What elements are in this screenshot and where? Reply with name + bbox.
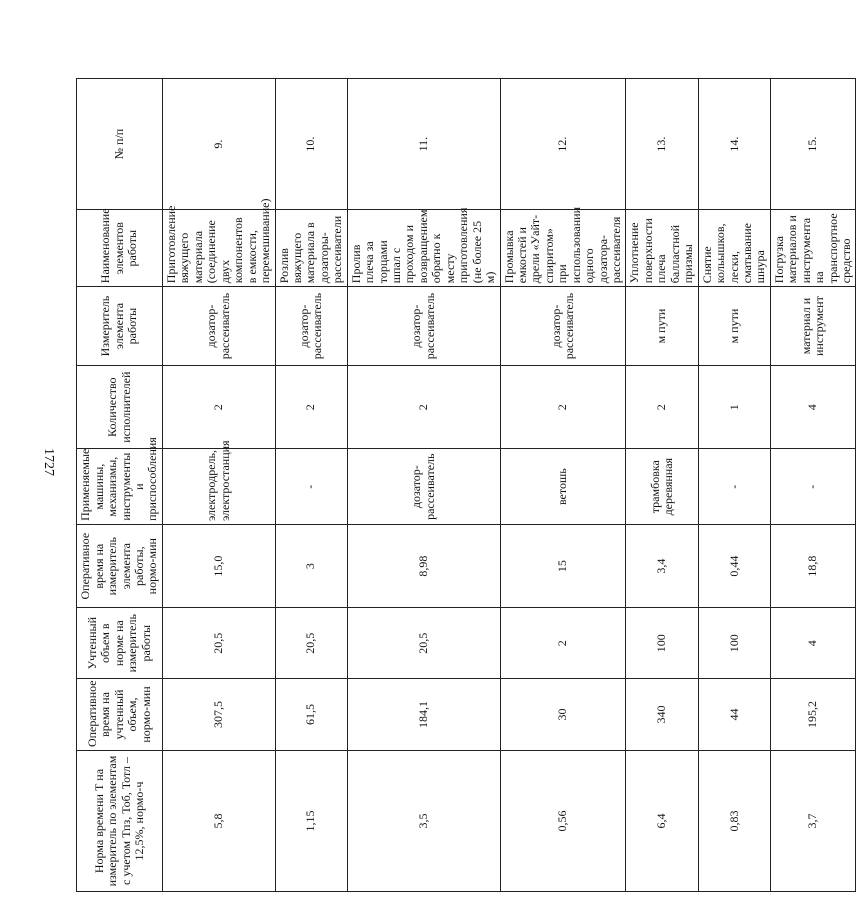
cell-op-time-total: 195,2 [770, 678, 856, 750]
table-row [275, 79, 347, 892]
cell-name: Уплотнение поверхности плеча балластной призмы [626, 210, 698, 287]
cell-norm-time: 1,15 [275, 751, 347, 892]
cell-name: Розлив вяжущего материала в дозаторы-рассеиватели [275, 210, 347, 287]
header-op-time: Оперативное время на измеритель элемента работы, нормо-мин [77, 524, 163, 608]
cell-machines: - [275, 449, 347, 524]
cell-op-time: 8,98 [347, 524, 500, 608]
cell-num: 13. [626, 79, 698, 210]
cell-meter: дозатор-рассеиватель [275, 287, 347, 366]
cell-op-time: 3 [275, 524, 347, 608]
cell-performers: 2 [275, 365, 347, 449]
table-row [347, 79, 500, 892]
table-row [698, 79, 770, 892]
cell-performers: 2 [163, 365, 276, 449]
cell-performers: 4 [770, 365, 856, 449]
table-body [77, 79, 856, 892]
cell-count-norm: 20,5 [275, 608, 347, 678]
table-row [770, 79, 856, 892]
header-meter: Измеритель элемента работы [77, 287, 163, 366]
cell-meter: м пути [626, 287, 698, 366]
cell-norm-time: 0,83 [698, 751, 770, 892]
cell-op-time: 15,0 [163, 524, 276, 608]
header-norm-time: Норма времени Т на измеритель по элементам с учетом Тпз, Тоб, Тотл – 12,5%, нормо-ч [77, 751, 163, 892]
header-performers: Количество исполнителей [77, 365, 163, 449]
cell-machines: - [698, 449, 770, 524]
cell-meter: дозатор-рассеиватель [500, 287, 626, 366]
cell-op-time-total: 61,5 [275, 678, 347, 750]
cell-op-time-total: 44 [698, 678, 770, 750]
cell-op-time-total: 30 [500, 678, 626, 750]
cell-meter: дозатор-рассеиватель [347, 287, 500, 366]
page-number: 1727 [41, 448, 56, 476]
cell-num: 12. [500, 79, 626, 210]
cell-num: 10. [275, 79, 347, 210]
cell-norm-time: 6,4 [626, 751, 698, 892]
header-count-norm: Учтенный объем в норме на измеритель работы [77, 608, 163, 678]
cell-meter: м пути [698, 287, 770, 366]
cell-count-norm: 20,5 [163, 608, 276, 678]
cell-count-norm: 4 [770, 608, 856, 678]
table-row [626, 79, 698, 892]
cell-machines: ветошь [500, 449, 626, 524]
cell-name: Снятие кольышков, лески, сматывание шнура [698, 210, 770, 287]
cell-norm-time: 5,8 [163, 751, 276, 892]
norms-table-container [76, 78, 853, 892]
cell-machines: трамбовка деревянная [626, 449, 698, 524]
cell-count-norm: 20,5 [347, 608, 500, 678]
cell-machines: - [770, 449, 856, 524]
cell-num: 9. [163, 79, 276, 210]
cell-meter: дозатор-рассеиватель [163, 287, 276, 366]
cell-op-time: 18,8 [770, 524, 856, 608]
cell-name: Промывка емкостей и дрели «Уайт-спиритом» при использовании одного дозатора-рассеивателя [500, 210, 626, 287]
cell-op-time: 0,44 [698, 524, 770, 608]
table-row [163, 79, 276, 892]
cell-op-time-total: 340 [626, 678, 698, 750]
header-num: № п/п [77, 79, 163, 210]
cell-performers: 1 [698, 365, 770, 449]
header-op-time-total: Оперативное время на учтенный объем, нормо-мин [77, 678, 163, 750]
cell-machines: дозатор-рассеиватель [347, 449, 500, 524]
cell-num: 15. [770, 79, 856, 210]
cell-norm-time: 3,5 [347, 751, 500, 892]
cell-count-norm: 2 [500, 608, 626, 678]
cell-op-time-total: 184,1 [347, 678, 500, 750]
cell-meter: материал и инструмент [770, 287, 856, 366]
cell-op-time: 3,4 [626, 524, 698, 608]
cell-count-norm: 100 [626, 608, 698, 678]
cell-count-norm: 100 [698, 608, 770, 678]
cell-performers: 2 [347, 365, 500, 449]
cell-machines: электродрель, электростанция [163, 449, 276, 524]
cell-norm-time: 3,7 [770, 751, 856, 892]
table-row [500, 79, 626, 892]
cell-op-time: 15 [500, 524, 626, 608]
header-machines: Применяемые машины, механизмы, инструменты и приспособления [77, 449, 163, 524]
table-header-row [77, 79, 163, 892]
cell-name: Приготовление вяжущего материала (соединение двух компонентов в емкости, перемешивание) [163, 210, 276, 287]
cell-norm-time: 0,56 [500, 751, 626, 892]
cell-name: Погрузка материалов и инструмента на транспортное средство [770, 210, 856, 287]
header-name: Наименование элементов работы [77, 210, 163, 287]
cell-num: 14. [698, 79, 770, 210]
cell-num: 11. [347, 79, 500, 210]
norms-table [76, 78, 856, 892]
cell-performers: 2 [626, 365, 698, 449]
cell-name: Пролив плеча за торцами шпал с проходом и возвращением обратно к месту приготовления (не более 25 м) [347, 210, 500, 287]
cell-performers: 2 [500, 365, 626, 449]
cell-op-time-total: 307,5 [163, 678, 276, 750]
